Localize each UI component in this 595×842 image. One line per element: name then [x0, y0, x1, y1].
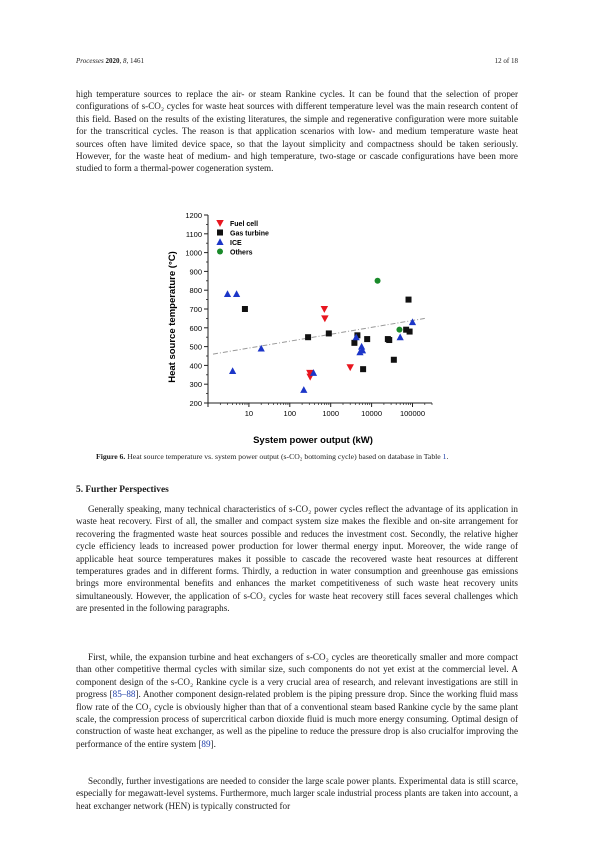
y-tick-label: 600 — [189, 323, 202, 333]
legend-marker-gas-turbine — [217, 230, 223, 236]
gas-turbine-point — [242, 306, 248, 312]
gas-turbine-point — [406, 297, 412, 303]
y-tick-label: 200 — [189, 399, 202, 408]
y-tick-label: 500 — [189, 342, 202, 352]
paragraph-2-text-a: First, while, the expansion turbine and heat exchangers of s-CO₂ cycles are theoretically smaller and more compact than other competitive thermal cycles with similar size, such components do not yet exist at the commercial level. A component design of the s-CO₂ Rankine cycle is a very crucial area of research, and relevant investigations are still in progress [ — [76, 652, 518, 700]
others-point — [396, 327, 402, 333]
ice-point — [397, 333, 404, 340]
ice-point — [300, 386, 307, 393]
figure-label: Figure 6. — [96, 452, 126, 461]
figure-caption — [96, 451, 516, 463]
figure-6-chart — [160, 205, 450, 445]
ice-point — [233, 290, 240, 297]
y-tick-label: 1000 — [185, 248, 202, 258]
legend-label-fuel-cell: Fuel cell — [230, 221, 259, 228]
x-tick-label: 10000 — [361, 409, 383, 418]
x-axis-label: System power output (kW) — [253, 435, 373, 445]
gas-turbine-point — [391, 357, 397, 363]
y-tick-label: 300 — [189, 380, 202, 390]
caption-period: . — [446, 452, 449, 461]
x-tick-label: 100000 — [399, 409, 426, 418]
gas-turbine-point — [360, 366, 366, 372]
y-tick-label: 700 — [189, 305, 202, 314]
intro-paragraph: high temperature sources to replace the air- or steam Rankine cycles. It can be found that the selection of proper configurations of s-CO₂ cycles for waste heat sources with different temperature level was the main research content of this field. Based on the results of the existing literatures, the simple and regenerative configuration were more suitable for the transcritical cycles. The reason is that application scenarios with low- and medium temperature waste heat sources often have limited device space, so that the layout simplicity and compactness should be taken seriously. However, for the waste heat of medium- and high temperature, two-stage or cascade configurations have been more studied to form a thermal-power cogeneration system. — [76, 89, 518, 174]
legend-label-ice: ICE — [230, 240, 242, 247]
ice-point — [224, 290, 231, 297]
scatter-plot — [160, 205, 450, 445]
gas-turbine-point — [386, 337, 392, 343]
data-points-layer — [224, 278, 416, 393]
gas-turbine-point — [326, 330, 332, 336]
reference-link-85-88[interactable]: 85–88 — [112, 689, 136, 700]
others-point — [375, 278, 381, 284]
chart-axes — [185, 211, 432, 418]
page-number: 12 of 18 — [494, 57, 518, 65]
legend-label-gas-turbine: Gas turbine — [230, 230, 269, 238]
x-tick-label: 100 — [283, 409, 297, 418]
section-number: 5. — [76, 485, 84, 495]
section-title: Further Perspectives — [85, 485, 169, 495]
legend-label-others: Others — [230, 249, 253, 257]
paragraph-3: Secondly, further investigations are needed to consider the large scale power plants. Experimental data is still scarce, especially for megawatt-level systems. Furthermore, much larger scale industrial process plants are taken into account, a heat exchanger network (HEN) is typically constructed for — [76, 776, 518, 811]
trendline — [213, 318, 425, 354]
y-tick-label: 800 — [189, 286, 202, 296]
ice-point — [229, 367, 236, 374]
fuel-cell-point — [321, 306, 329, 313]
gas-turbine-point — [407, 329, 413, 335]
figure-caption-text: Heat source temperature vs. system power output (s-CO₂ bottoming cycle) based on database in Table — [127, 452, 441, 461]
journal-year: 2020 — [105, 57, 120, 65]
paragraph-2-text-b: ]. Another component design-related problem is the piping pressure drop. Since the working fluid mass flow rate of the CO₂ cycle is obviously higher than that of a conventional steam based Rankine cycle by the same plant scale, the compression process of supercritical carbon dioxide fluid is much more energy consuming. Optimal design of construction of waste heat exchanger, as well as the pipeline to reduce the pressure drop is also crucialfor improving the performance of the entire system [ — [76, 689, 518, 749]
trendline-layer — [213, 318, 425, 354]
gas-turbine-point — [364, 336, 370, 342]
ice-point — [409, 318, 416, 325]
fuel-cell-point — [346, 364, 354, 371]
y-tick-label: 400 — [189, 361, 202, 371]
legend-marker-ice — [216, 238, 223, 245]
x-tick-label: 10 — [244, 409, 254, 418]
journal-name: Processes — [76, 57, 104, 65]
journal-citation: Processes 2020, 8, 1461 — [76, 57, 144, 65]
legend-marker-fuel-cell — [216, 220, 224, 227]
y-axis-label: Heat source temperature (°C) — [167, 251, 178, 383]
gas-turbine-point — [305, 334, 311, 340]
journal-volume: 8 — [122, 57, 127, 65]
table-reference-link[interactable]: 1 — [442, 452, 447, 461]
y-tick-label: 900 — [189, 267, 202, 277]
x-tick-label: 1000 — [322, 409, 340, 418]
reference-link-89[interactable]: 89 — [201, 738, 211, 749]
paragraph-2 — [76, 651, 518, 750]
fuel-cell-point — [321, 315, 329, 322]
paragraph-2-text-c: ]. — [210, 738, 216, 749]
y-tick-label: 1100 — [185, 229, 202, 239]
paragraph-1: Generally speaking, many technical characteristics of s-CO₂ power cycles reflect the advantage of its application in waste heat recovery. First of all, the smaller and compact system size makes the flexible and on-site arrangement for recovering the fragmented waste heat sources possible and reduces the investment cost. Secondly, the relative higher cycle efficiency leads to increased power production for lower thermal energy input. Moreover, the wide range of applicable heat source temperatures makes it possible to cascade the recovered waste heat resources at different temperatures grades and in different forms. Thirdly, a reduction in water consumption and greenhouse gas emissions brings more environmental benefits and enhances the market competitiveness of such waste heat recovery units simultaneously. However, the application of s-CO₂ cycles for waste heat recovery still faces several challenges which are presented in the following paragraphs. — [76, 504, 518, 614]
article-number: 1461 — [129, 57, 144, 65]
gas-turbine-point — [351, 340, 357, 346]
y-tick-label: 1200 — [185, 211, 202, 220]
section-heading — [76, 485, 169, 495]
legend-marker-others — [217, 249, 223, 255]
chart-legend — [216, 220, 269, 257]
